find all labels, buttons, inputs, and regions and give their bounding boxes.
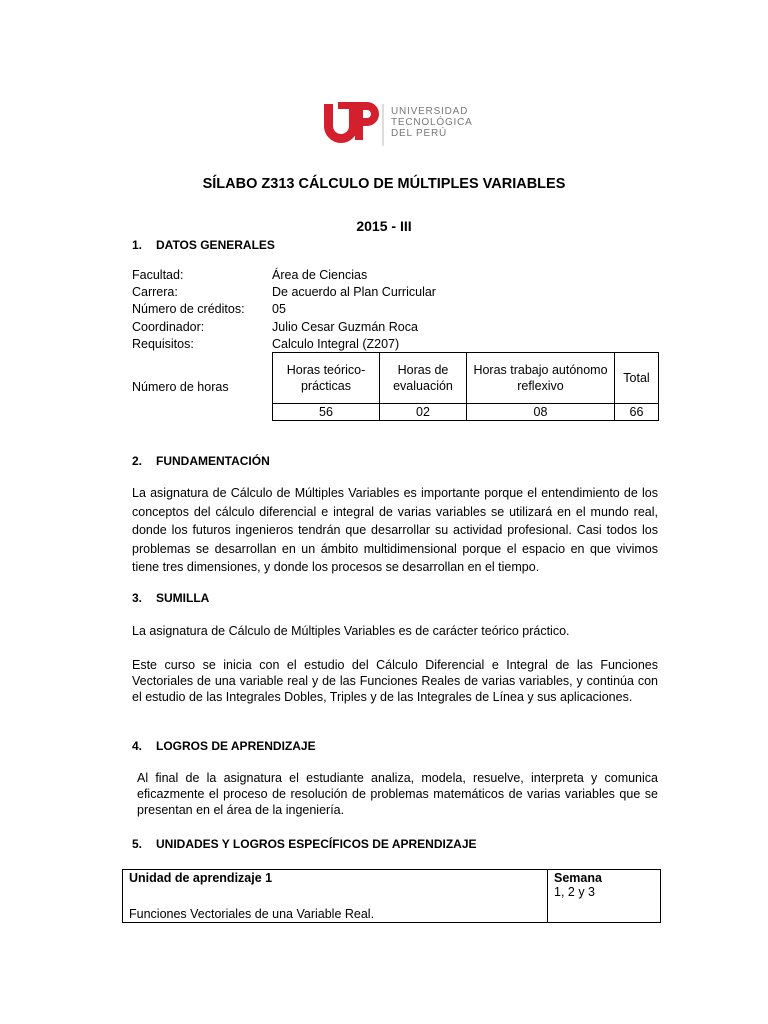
horas-value-teorico: 56 xyxy=(273,404,380,421)
horas-value-evaluacion: 02 xyxy=(380,404,467,421)
creditos-value: 05 xyxy=(272,302,286,316)
logo-line-2: TECNOLÓGICA xyxy=(391,117,473,128)
horas-header-teorico: Horas teórico-prácticas xyxy=(273,353,380,404)
horas-table xyxy=(272,352,659,421)
logo-line-1: UNIVERSIDAD xyxy=(391,106,469,117)
logros-text: Al final de la asignatura el estudiante analiza, modela, resuelve, interpreta y comunica eficazmente el proceso de resolución de problemas matemáticos de varias variables que se presentan en el área de la ingeniería. xyxy=(137,771,658,817)
document-period: 2015 - III xyxy=(356,218,412,234)
section-3-title: SUMILLA xyxy=(156,591,210,605)
coordinador-value: Julio Cesar Guzmán Roca xyxy=(272,320,418,334)
section-4-number: 4. xyxy=(132,739,143,753)
requisitos-label: Requisitos: xyxy=(132,337,194,351)
horas-header-evaluacion: Horas de evaluación xyxy=(380,353,467,404)
semana-label: Semana xyxy=(554,871,602,885)
sumilla-text-2: Este curso se inicia con el estudio del Cálculo Diferencial e Integral de las Funciones Vectoriales de una variable real y de las Funciones Reales de varias variables, y continúa con el estudio de las Integrales Dobles, Triples y de las Integrales de Línea y sus aplicaciones. xyxy=(132,658,658,704)
horas-header-autonomo: Horas trabajo autónomo reflexivo xyxy=(467,353,615,404)
logo-u-mark xyxy=(324,104,358,143)
fundamentacion-text: La asignatura de Cálculo de Múltiples Variables es importante porque el entendimiento de los conceptos del cálculo diferencial e integral de varias variables se utilizará en el mundo real, donde los futuros ingenieros tendrán que desarrollar su actividad profesional. Casi todos los problemas se desarrollan en un ámbito multidimensional porque el espacio en que vivimos tiene tres dimensiones, y donde los procesos se desarrollan en el tiempo. xyxy=(132,486,658,575)
logo-line-3: DEL PERÚ xyxy=(391,128,448,139)
coordinador-label: Coordinador: xyxy=(132,320,205,334)
horas-table-value-row xyxy=(273,404,659,421)
section-1-title: DATOS GENERALES xyxy=(156,238,275,252)
horas-label: Número de horas xyxy=(132,380,229,394)
creditos-label: Número de créditos: xyxy=(132,302,245,316)
semana-cell xyxy=(548,870,661,923)
unit-cell xyxy=(123,870,548,923)
logo-p-mark xyxy=(355,102,379,140)
unit-name: Funciones Vectoriales de una Variable Real. xyxy=(129,907,375,921)
unit-table-row xyxy=(123,870,661,923)
section-2-heading xyxy=(132,454,270,468)
carrera-label: Carrera: xyxy=(132,285,178,299)
section-2-title: FUNDAMENTACIÓN xyxy=(156,454,270,468)
section-5-number: 5. xyxy=(132,837,143,851)
horas-table-header-row xyxy=(273,353,659,404)
section-5-title: UNIDADES Y LOGROS ESPECÍFICOS DE APRENDIZAJE xyxy=(156,837,477,851)
sumilla-text-1: La asignatura de Cálculo de Múltiples Variables es de carácter teórico práctico. xyxy=(132,624,570,638)
section-3-number: 3. xyxy=(132,591,143,605)
horas-value-total: 66 xyxy=(615,404,659,421)
logo-text xyxy=(391,106,473,139)
section-1-number: 1. xyxy=(132,238,143,252)
unit-label: Unidad de aprendizaje 1 xyxy=(129,871,273,885)
horas-value-autonomo: 08 xyxy=(467,404,615,421)
facultad-label: Facultad: xyxy=(132,268,184,282)
section-5-heading xyxy=(132,837,477,851)
semana-value: 1, 2 y 3 xyxy=(554,885,595,899)
carrera-value: De acuerdo al Plan Curricular xyxy=(272,285,436,299)
section-1-heading xyxy=(132,238,275,252)
section-3-heading xyxy=(132,591,209,605)
section-2-number: 2. xyxy=(132,454,143,468)
facultad-value: Área de Ciencias xyxy=(272,268,368,282)
horas-header-total: Total xyxy=(615,353,659,404)
unit-table xyxy=(122,869,661,923)
section-4-title: LOGROS DE APRENDIZAJE xyxy=(156,739,316,753)
section-4-heading xyxy=(132,739,316,753)
requisitos-value: Calculo Integral (Z207) xyxy=(272,337,400,351)
document-title: SÍLABO Z313 CÁLCULO DE MÚLTIPLES VARIABLES xyxy=(202,176,566,192)
